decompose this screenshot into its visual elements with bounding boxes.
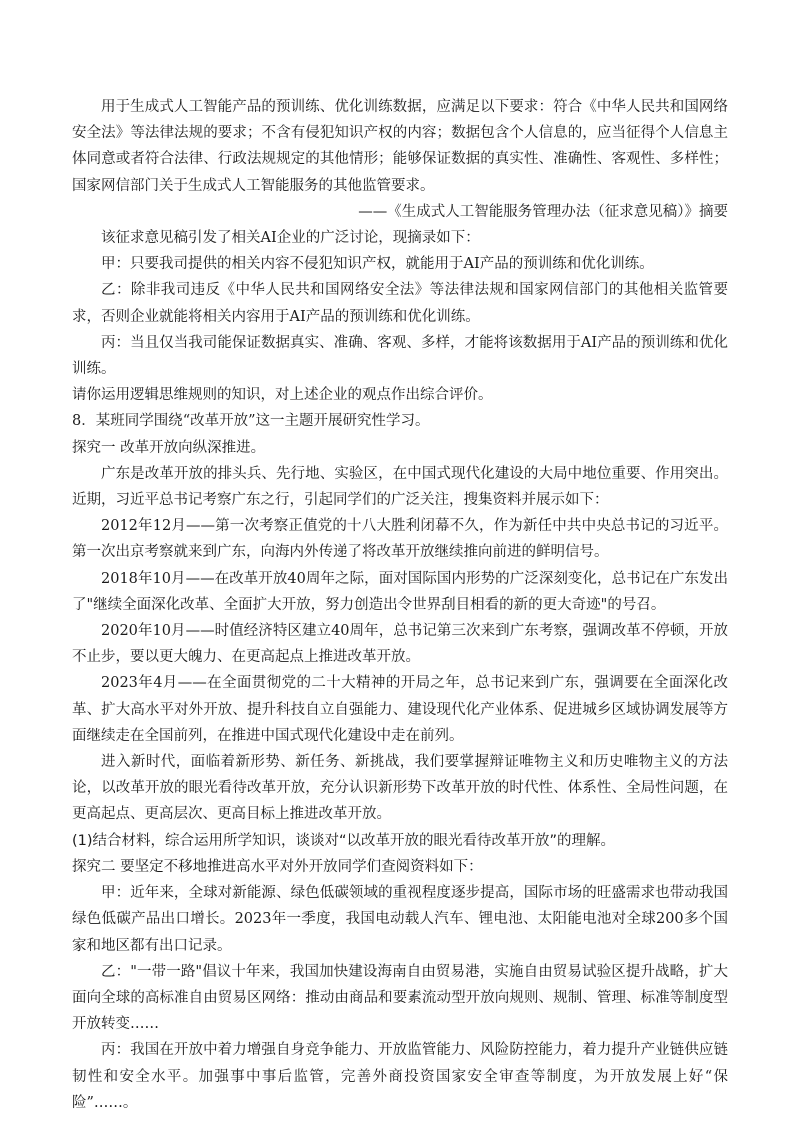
timeline-2020: 2020年10月——时值经济特区建立40周年，总书记第三次来到广东考察，强调改革不停顿，开放不止步，要以更大魄力、在更高起点上推进改革开放。 — [72, 623, 728, 666]
view-bing: 丙：当且仅当我司能保证数据真实、准确、客观、多样，才能将该数据用于AI产品的预训练和优化训练。 — [72, 334, 728, 378]
timeline-2023: 2023年4月——在全面贯彻党的二十大精神的开局之年，总书记来到广东，强调要在全面深化改革、扩大高水平对外开放、提升科技自立自强能力、建设现代化产业体系、促进城乡区域协调发展等方面继续走在全国前列，在推进中国式现代化建设中走在前列。 — [72, 675, 728, 744]
material-yi: 乙："一带一路"倡议十年来，我国加快建设海南自由贸易港，实施自由贸易试验区提升战略，扩大面向全球的高标准自由贸易区网络：推动由商品和要素流动型开放向规则、规制、管理、标准等制度型开放转变…… — [72, 963, 728, 1033]
new-era-paragraph: 进入新时代，面临着新形势、新任务、新挑战，我们要掌握辩证唯物主义和历史唯物主义的方法论，以改革开放的眼光看待改革开放，充分认识新形势下改革开放的时代性、体系性、全局性问题，在更高起点、更高层次、更高目标上推进改革开放。 — [72, 754, 728, 823]
sub-question-1: (1)结合材料，综合运用所学知识，谈谈对“以改革开放的眼光看待改革开放”的理解。 — [72, 832, 616, 849]
material-bing: 丙：我国在开放中着力增强自身竞争能力、开放监管能力、风险防控能力，着力提升产业链供应链韧性和安全水平。加强事中事后监管，完善外商投资国家安全审查等制度，为开放发展上好“保险”……。 — [72, 1042, 728, 1111]
timeline-2012: 2012年12月——第一次考察正值党的十八大胜利闭幕不久，作为新任中共中央总书记的习近平。第一次出京考察就来到广东，向海内外传递了将改革开放继续推向前进的鲜明信号。 — [72, 518, 728, 561]
view-yi: 乙：除非我司违反《中华人民共和国网络安全法》等法律法规和国家网信部门的其他相关监管要求，否则企业就能将相关内容用于AI产品的预训练和优化训练。 — [72, 282, 728, 325]
question-8-title: 8．某班同学围绕“改革开放”这一主题开展研究性学习。 — [72, 413, 430, 430]
page-content — [72, 94, 728, 1116]
explore-2-heading: 探究二 要坚定不移地推进高水平对外开放同学们查阅资料如下： — [72, 858, 483, 875]
material-jia: 甲：近年来，全球对新能源、绿色低碳领域的重视程度逐步提高，国际市场的旺盛需求也带动我国绿色低碳产品出口增长。2023年一季度，我国电动载人汽车、锂电池、太阳能电池对全球200多个国家和地区都有出口记录。 — [72, 885, 728, 954]
explore-1-paragraph: 广东是改革开放的排头兵、先行地、实验区，在中国式现代化建设的大局中地位重要、作用突出。近期，习近平总书记考察广东之行，引起同学们的广泛关注，搜集资料并展示如下： — [72, 465, 728, 509]
explore-1-heading: 探究一 改革开放向纵深推进。 — [72, 439, 266, 456]
discussion-intro: 该征求意见稿引发了相关AI企业的广泛讨论，现摘录如下： — [101, 230, 480, 247]
view-jia: 甲：只要我司提供的相关内容不侵犯知识产权，就能用于AI产品的预训练和优化训练。 — [101, 256, 654, 273]
excerpt-source: ——《生成式人工智能服务管理办法（征求意见稿）》摘要 — [358, 203, 728, 220]
excerpt-paragraph: 用于生成式人工智能产品的预训练、优化训练数据，应满足以下要求：符合《中华人民共和国网络安全法》等法律法规的要求；不含有侵犯知识产权的内容；数据包含个人信息的，应当征得个人信息主体同意或者符合法律、行政法规规定的其他情形；能够保证数据的真实性、准确性、客观性、多样性；国家网信部门关于生成式人工智能服务的其他监管要求。 — [72, 99, 728, 194]
timeline-2018: 2018年10月——在改革开放40周年之际，面对国际国内形势的广泛深刻变化，总书记在广东发出了"继续全面深化改革、全面扩大开放，努力创造出令世界刮目相看的新的更大奇迹"的号召。 — [72, 570, 728, 613]
question-prompt: 请你运用逻辑思维规则的知识，对上述企业的观点作出综合评价。 — [72, 387, 493, 404]
